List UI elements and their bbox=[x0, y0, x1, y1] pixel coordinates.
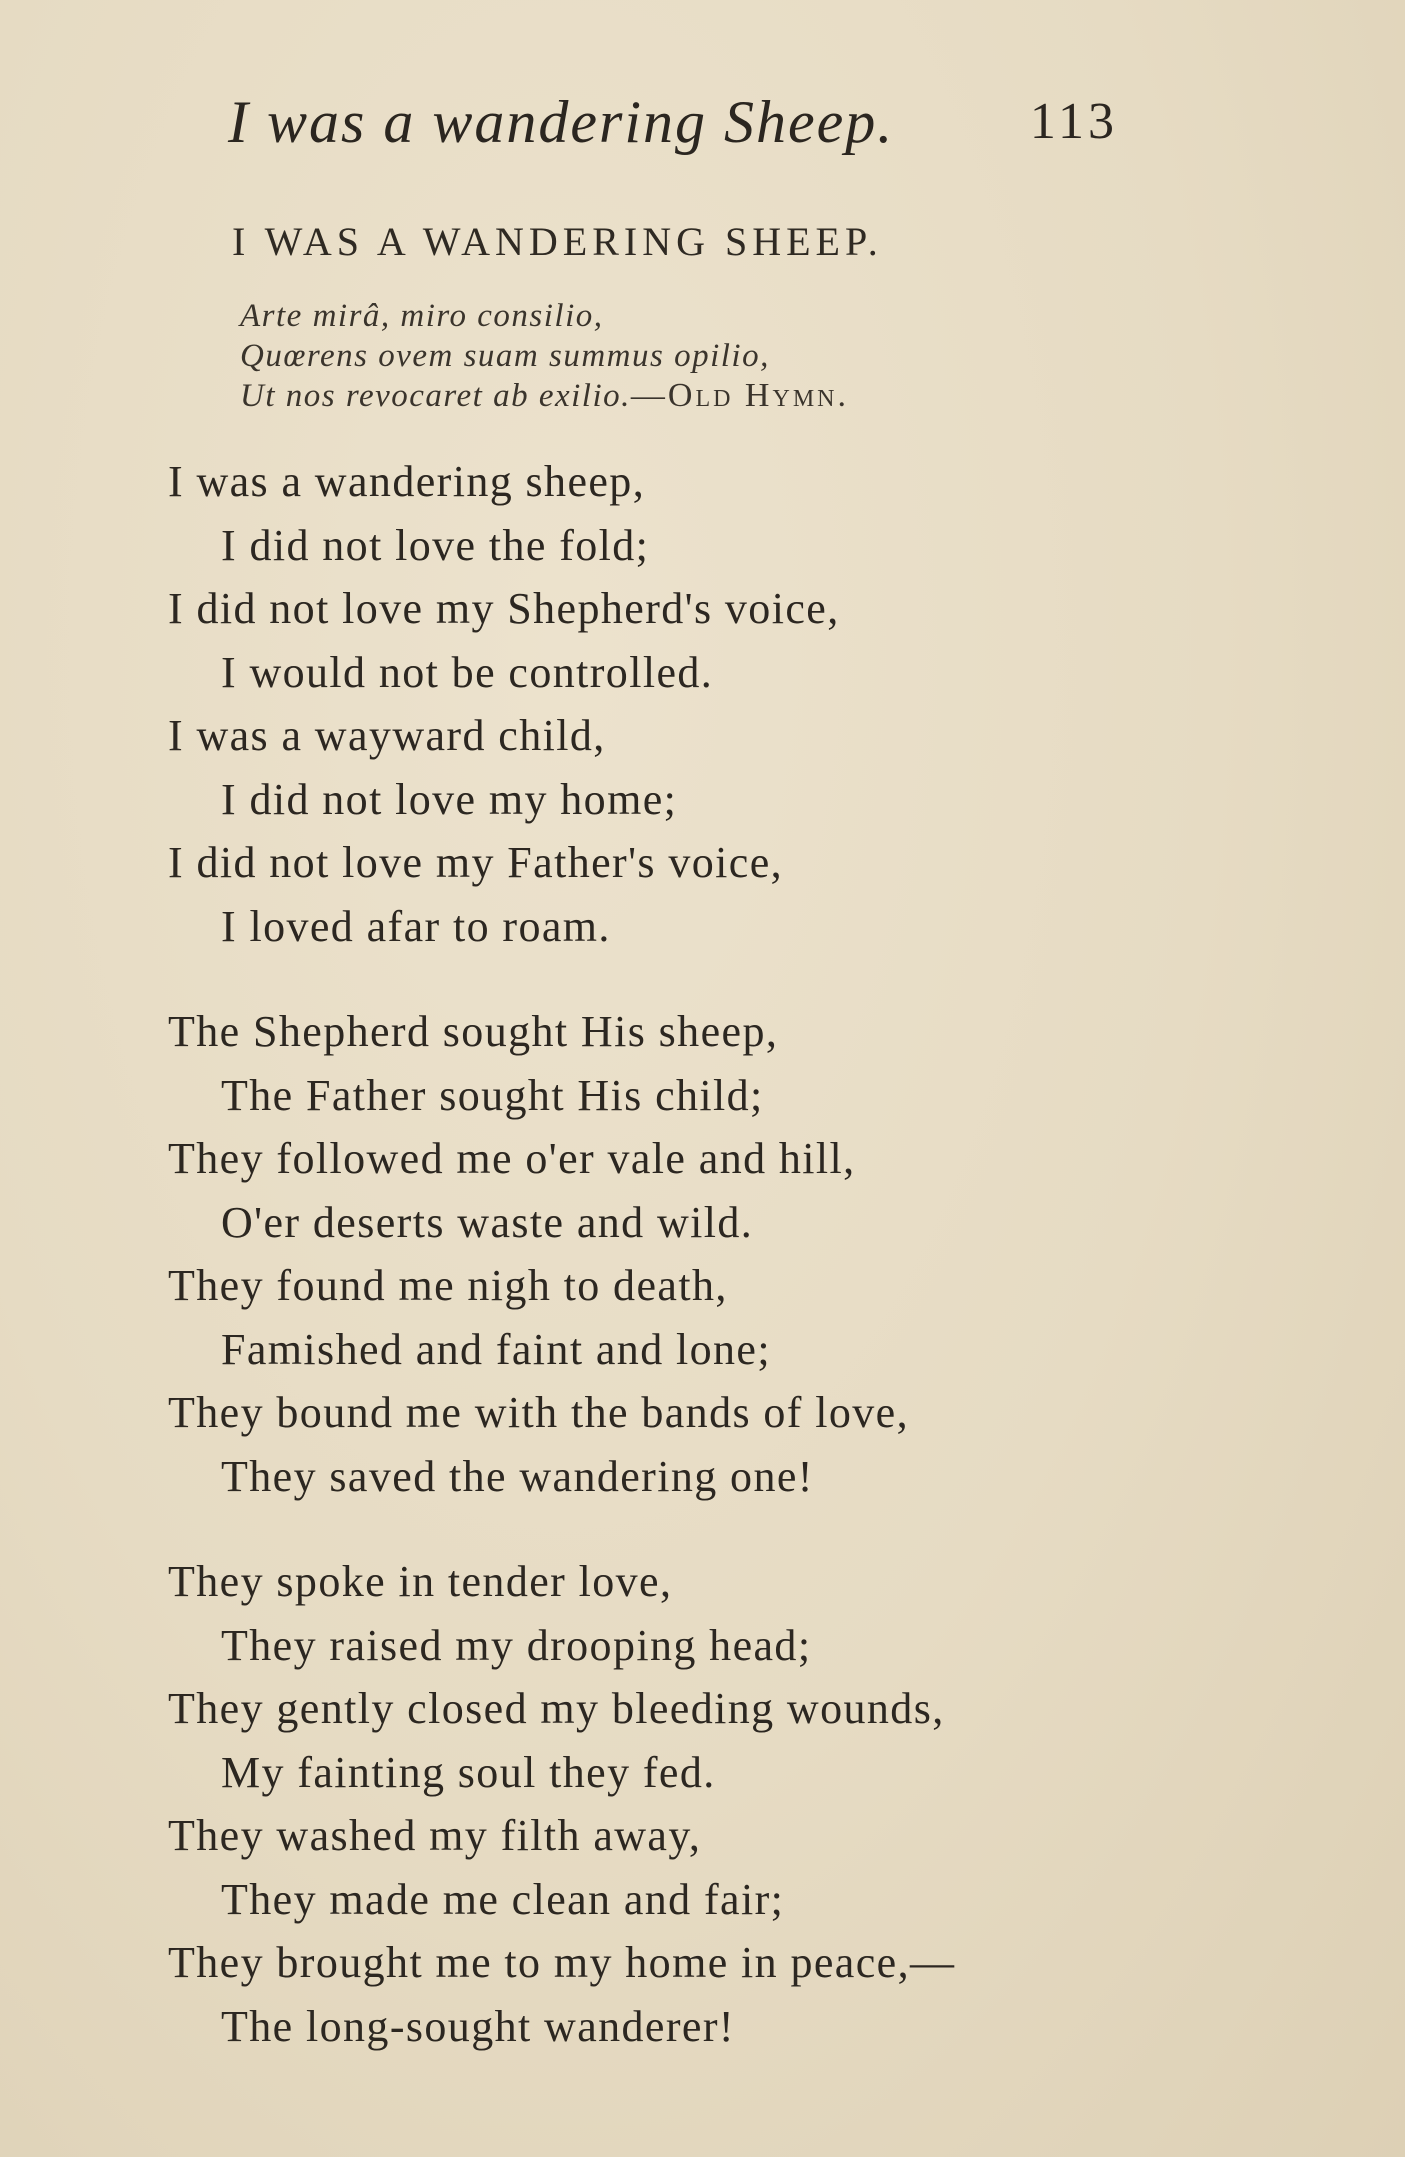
verse-line: I was a wandering sheep, bbox=[168, 457, 646, 506]
verse-line: I did not love my home; bbox=[221, 774, 678, 824]
verse-line: They saved the wandering one! bbox=[221, 1451, 814, 1501]
verse-line: I was a wayward child, bbox=[168, 711, 606, 760]
verse-line: O'er deserts waste and wild. bbox=[221, 1197, 754, 1247]
page-number: 113 bbox=[1029, 93, 1118, 150]
epigraph-line-text: Ut nos revocaret ab exilio. bbox=[240, 378, 631, 414]
stanza-2 bbox=[168, 1000, 1168, 1508]
epigraph-line: Quœrens ovem suam summus opilio, bbox=[240, 338, 770, 374]
verse-line: They bound me with the bands of love, bbox=[168, 1388, 909, 1437]
verse-line: I did not love my Father's voice, bbox=[168, 838, 784, 887]
verse-line: I would not be controlled. bbox=[221, 647, 714, 697]
poem-title: I WAS A WANDERING SHEEP. bbox=[232, 219, 883, 264]
running-head bbox=[228, 88, 1118, 168]
verse-line: The Father sought His child; bbox=[221, 1070, 764, 1120]
verse-line: My fainting soul they fed. bbox=[221, 1747, 716, 1797]
verse-line: They spoke in tender love, bbox=[168, 1557, 673, 1606]
verse-line: They gently closed my bleeding wounds, bbox=[168, 1684, 945, 1733]
stanza-1 bbox=[168, 450, 1168, 958]
verse-line: They found me nigh to death, bbox=[168, 1261, 728, 1310]
verse-line: I did not love the fold; bbox=[221, 520, 650, 570]
epigraph-attribution: —Old Hymn. bbox=[630, 377, 849, 414]
verse-line: The Shepherd sought His sheep, bbox=[168, 1007, 779, 1056]
verse-line: The long-sought wanderer! bbox=[221, 2001, 735, 2051]
verse-line: They washed my filth away, bbox=[168, 1811, 702, 1860]
epigraph-line bbox=[240, 376, 1060, 416]
verse-line: I did not love my Shepherd's voice, bbox=[168, 584, 840, 633]
verse-line: Famished and faint and lone; bbox=[221, 1324, 771, 1374]
stanza-3 bbox=[168, 1550, 1168, 2058]
verse-line: They brought me to my home in peace,— bbox=[168, 1938, 956, 1987]
running-head-title: I was a wandering Sheep. bbox=[228, 89, 895, 155]
poem-body bbox=[168, 450, 1168, 2100]
verse-line: They followed me o'er vale and hill, bbox=[168, 1134, 856, 1183]
verse-line: They raised my drooping head; bbox=[221, 1620, 812, 1670]
verse-line: They made me clean and fair; bbox=[221, 1874, 785, 1924]
epigraph bbox=[240, 296, 1060, 416]
verse-line: I loved afar to roam. bbox=[221, 901, 611, 951]
epigraph-line: Arte mirâ, miro consilio, bbox=[240, 298, 604, 334]
